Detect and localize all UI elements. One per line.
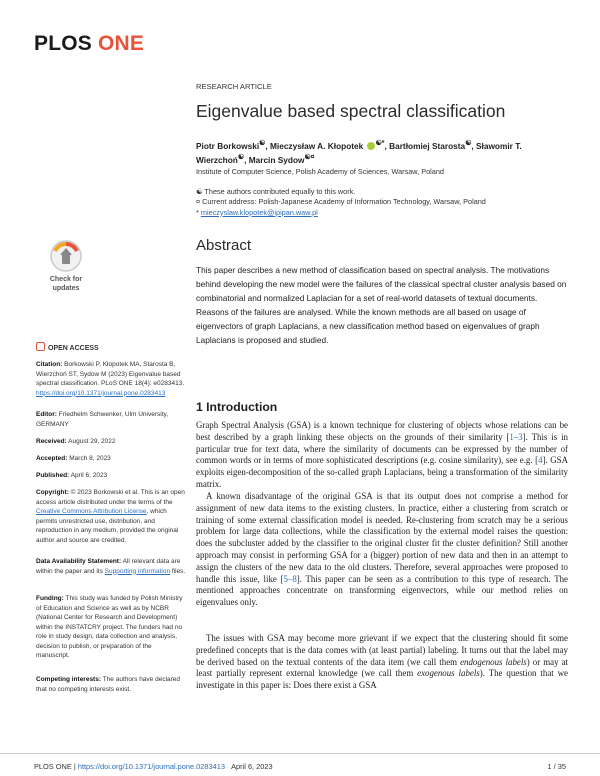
accepted-label: Accepted: (36, 455, 68, 462)
paper-title: Eigenvalue based spectral classification (196, 101, 506, 121)
open-access-lock-icon (36, 342, 45, 351)
badge-line: Check for (49, 276, 83, 283)
author-name: , Mieczysław A. Kłopotek (265, 140, 364, 151)
funding-block (36, 594, 186, 661)
citation-ref-link[interactable]: 1–3 (509, 431, 523, 442)
paragraph-text: ]. This is in particular true for text data, where the similarity of documents can be expressed by the number of common words or in terms of more sophisticated descriptions (e.g. cosine similarity), see e.g. [ (196, 431, 568, 466)
article-type: RESEARCH ARTICLE (196, 82, 272, 91)
author-note-mark: ☯ (465, 140, 472, 147)
copyright-text: , which permits unrestricted use, distribution, and reproduction in any medium, provided the original author and source are credited. (36, 508, 179, 544)
logo-one: ONE (91, 32, 145, 55)
copyright-block (36, 488, 186, 545)
paragraph-text: ) or may at least partially represent external knowledge (we call them (196, 656, 568, 679)
accepted-text: March 8, 2023 (67, 455, 111, 462)
author-name: , Sławomir T. Wierzchoń (196, 140, 522, 166)
paragraph-text: Graph Spectral Analysis (GSA) is a known technique for clustering of objects whose relations can be best described by a graph linking these objects on the grounds of their similarity [ (196, 420, 568, 442)
editor-block (36, 410, 186, 429)
paragraph (196, 491, 568, 609)
citation-ref-link[interactable]: 5–8 (283, 573, 297, 584)
abstract-heading: Abstract (196, 237, 252, 254)
citation-doi-link[interactable]: https://doi.org/10.1371/journal.pone.0283413 (36, 389, 166, 397)
logo-plos: PLOS (34, 32, 92, 55)
accepted-block (36, 454, 186, 464)
citation-label: Citation: (36, 361, 63, 368)
email-note (196, 208, 486, 218)
orcid-icon[interactable] (367, 142, 375, 150)
data-availability-text: All relevant data are within the paper and its (36, 558, 181, 575)
affiliation: Institute of Computer Science, Polish Academy of Sciences, Warsaw, Poland (196, 167, 444, 176)
author-name: Piotr Borkowski (196, 140, 260, 151)
author-note-mark: ☯* (375, 140, 385, 147)
email-marker: * (196, 207, 201, 217)
copyright-text: © 2023 Borkowski et al. This is an open access article distributed under the terms of the (36, 489, 185, 506)
received-label: Received: (36, 438, 67, 445)
paragraph-text: ]. This paper can be seen as a contribution to this type of research. The mentioned approaches concentrate on transforming eigenvectors, while our method relies on eigenvalues only. (196, 573, 568, 608)
author-name: , Bartłomiej Starosta (384, 140, 466, 151)
data-availability-text: files. (170, 567, 186, 575)
paragraph-emphasis: endogenous labels (460, 656, 527, 667)
competing-interests-text: The authors have declared that no competing interests exist. (36, 676, 181, 693)
author-note-mark: ☯ (259, 140, 266, 147)
received-block (36, 437, 186, 447)
journal-logo (34, 32, 144, 56)
paragraph-text: The issues with GSA may become more grievant if we expect that the clustering should fit some predefined concepts that is the data comes with (at least partial) labeling. It turns out that the label may be derived based on the textual contents of the data item (we call them (196, 633, 568, 667)
data-availability-label: Data Availability Statement: (36, 558, 122, 565)
author-note-mark: ☯¤ (304, 154, 315, 162)
page-number: 1 / 35 (547, 762, 566, 771)
section-heading: 1 Introduction (196, 400, 278, 414)
paragraph-emphasis: exogenous labels (417, 668, 480, 679)
paragraph (196, 420, 568, 491)
competing-interests-label: Competing interests: (36, 676, 102, 683)
paragraph-text: A known disadvantage of the original GSA is that its output does not comprise a method for assignment of new data items to the existing clusters. In practice, either a clustering from scratch or training of some external classification model is needed. Re-clustering from scratch may be a serious problem for large data collections, while the classification by the external model raises the question: does the subcluster added by the classifier to the original cluster fit the cluster definition? Still another approach may consist in performing GSA for a (bigger) portion of new data and then in an attempt to assign the clusters of the new data to the old clusters. Therefore, several approaches were proposed to handle this issue, like [ (196, 491, 568, 584)
author-list (196, 138, 568, 167)
email-link[interactable]: mieczyslaw.klopotek@ipipan.waw.pl (200, 207, 318, 217)
author-name: , Marcin Sydow (244, 155, 305, 166)
check-for-updates-label[interactable] (36, 276, 96, 293)
copyright-label: Copyright: (36, 489, 69, 496)
citation-ref-link[interactable]: 4 (538, 455, 543, 466)
footer-separator: | (71, 762, 78, 771)
paragraph-text: ). The question that we investigate in this paper is: Does there exist a GSA (196, 668, 568, 691)
open-access-label (36, 342, 99, 352)
funding-label: Funding: (36, 595, 64, 602)
editor-text: Friedhelm Schwenker, Ulm University, GERMANY (36, 411, 169, 428)
paragraph-text: ]. GSA exploits eigen-decomposition of the so-called graph Laplacians, being a transformation of the similarity matrix. (196, 455, 568, 489)
abstract-text: This paper describes a new method of classification based on spectral analysis. The motivations behind developing the new model were the failures of the classical spectral cluster analysis based on combinatorial and normalized Laplacian for a set of real-world datasets of textual documents. Reasons of the failures are analysed. While the known methods are all based on usage of eigenvectors of graph Laplacians, a new classification method based on eigenvalues of graph Laplacians is proposed and studied. (196, 265, 567, 345)
citation-text: Borkowski P, Kłopotek MA, Starosta B, Wierzchoń ST, Sydow M (2023) Eigenvalue based spectral classification. PLoS ONE 18(4): e0283413. (36, 361, 185, 387)
author-notes (196, 187, 486, 218)
author-note-mark: ☯ (237, 154, 245, 162)
current-address-note: ¤ Current address: Polish-Japanese Academy of Information Technology, Warsaw, Poland (196, 197, 486, 207)
footer-journal: PLOS ONE (34, 762, 72, 771)
published-label: Published: (36, 472, 70, 479)
supporting-information-link[interactable]: Supporting information (104, 567, 171, 575)
equal-contribution-note: ☯ These authors contributed equally to this work. (196, 187, 356, 196)
competing-interests-block (36, 675, 186, 694)
published-block (36, 471, 186, 481)
funding-text: This study was funded by Polish Ministry of Education and Science as well as by NCBR (National Center for Research and Development) within the INSTATCRY project. The funders had no role in study design, data collection and analysis, decision to publish, or preparation of the manuscript. (36, 595, 183, 659)
editor-label: Editor: (36, 411, 57, 418)
footer-divider (0, 753, 600, 754)
published-text: April 6, 2023 (69, 472, 108, 479)
paragraph (196, 633, 568, 692)
citation-block (36, 360, 186, 398)
badge-line: updates (52, 284, 80, 292)
footer-date: April 6, 2023 (231, 762, 273, 771)
data-availability-block (36, 557, 186, 576)
open-access-text: OPEN ACCESS (48, 345, 99, 352)
footer-info (34, 762, 273, 771)
received-text: August 29, 2022 (66, 438, 116, 445)
footer-doi-link[interactable]: https://doi.org/10.1371/journal.pone.0283413 (77, 762, 225, 771)
license-link[interactable]: Creative Commons Attribution License (36, 508, 147, 515)
